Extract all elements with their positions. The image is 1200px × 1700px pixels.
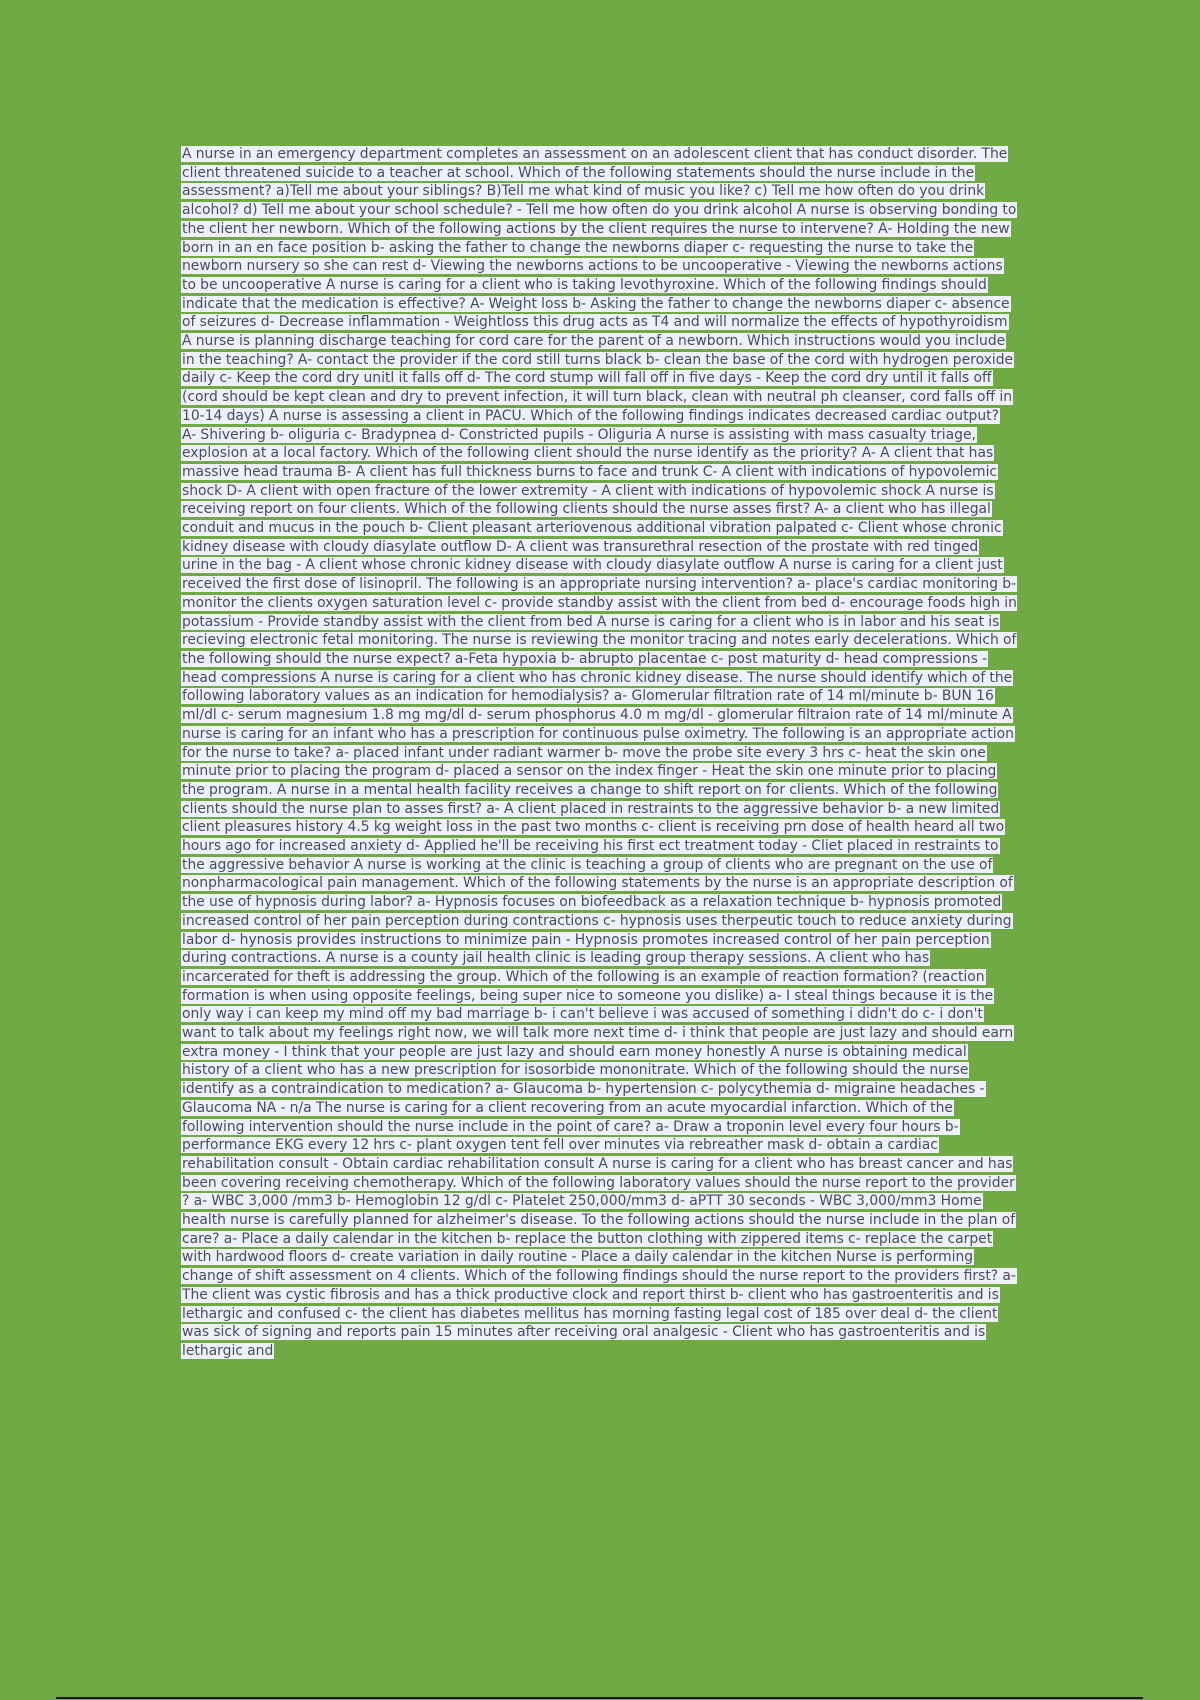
document-text-block: [181, 145, 1017, 1555]
page-bottom-rule: [56, 1697, 1143, 1699]
document-body-text: A nurse in an emergency department completes an assessment on an adolescent client that has conduct disorder. The client threatened suicide to a teacher at school. Which of the following statements should the nurse include in the assessment? a)Tell me about your siblings? B)Tell me what kind of music you like? c) Tell me how often do you drink alcohol? d) Tell me about your school schedule? - Tell me how often do you drink alcohol A nurse is observing bonding to the client her newborn. Which of the following actions by the client requires the nurse to intervene? A- Holding the new born in an en face position b- asking the father to change the newborns diaper c- requesting the nurse to take the newborn nursery so she can rest d- Viewing the newborns actions to be uncooperative - Viewing the newborns actions to be uncooperative A nurse is caring for a client who is taking levothyroxine. Which of the following findings should indicate that the medication is effective? A- Weight loss b- Asking the father to change the newborns diaper c- absence of seizures d- Decrease inflammation - Weightloss this drug acts as T4 and will normalize the effects of hypothyroidism A nurse is planning discharge teaching for cord care for the parent of a newborn. Which instructions would you include in the teaching? A- contact the provider if the cord still turns black b- clean the base of the cord with hydrogen peroxide daily c- Keep the cord dry unitl it falls off d- The cord stump will fall off in five days - Keep the cord dry until it falls off (cord should be kept clean and dry to prevent infection, it will turn black, clean with neutral ph cleanser, cord falls off in 10-14 days) A nurse is assessing a client in PACU. Which of the following findings indicates decreased cardiac output? A- Shivering b- oliguria c- Bradypnea d- Constricted pupils - Oliguria A nurse is assisting with mass casualty triage, explosion at a local factory. Which of the following client should the nurse identify as the priority? A- A client that has massive head trauma B- A client has full thickness burns to face and trunk C- A client with indications of hypovolemic shock D- A client with open fracture of the lower extremity - A client with indications of hypovolemic shock A nurse is receiving report on four clients. Which of the following clients should the nurse asses first? A- a client who has illegal conduit and mucus in the pouch b- Client pleasant arteriovenous additional vibration palpated c- Client whose chronic kidney disease with cloudy diasylate outflow D- A client was transurethral resection of the prostate with red tinged urine in the bag - A client whose chronic kidney disease with cloudy diasylate outflow A nurse is caring for a client just received the first dose of lisinopril. The following is an appropriate nursing intervention? a- place's cardiac monitoring b- monitor the clients oxygen saturation level c- provide standby assist with the client from bed d- encourage foods high in potassium - Provide standby assist with the client from bed A nurse is caring for a client who is in labor and his seat is recieving electronic fetal monitoring. The nurse is reviewing the monitor tracing and notes early decelerations. Which of the following should the nurse expect? a-Feta hypoxia b- abrupto placentae c- post maturity d- head compressions - head compressions A nurse is caring for a client who has chronic kidney disease. The nurse should identify which of the following laboratory values as an indication for hemodialysis? a- Glomerular filtration rate of 14 ml/minute b- BUN 16 ml/dl c- serum magnesium 1.8 mg mg/dl d- serum phosphorus 4.0 m mg/dl - glomerular filtraion rate of 14 ml/minute A nurse is caring for an infant who has a prescription for continuous pulse oximetry. The following is an appropriate action for the nurse to take? a- placed infant under radiant warmer b- move the probe site every 3 hrs c- heat the skin one minute prior to placing the program d- placed a sensor on the index finger - Heat the skin one minute prior to placing the program. A nurse in a mental health facility receives a change to shift report on for clients. Which of the following clients should the nurse plan to asses first? a- A client placed in restraints to the aggressive behavior b- a new limited client pleasures history 4.5 kg weight loss in the past two months c- client is receiving prn dose of health heard all two hours ago for increased anxiety d- Applied he'll be receiving his first ect treatment today - Cliet placed in restraints to the aggressive behavior A nurse is working at the clinic is teaching a group of clients who are pregnant on the use of nonpharmacological pain management. Which of the following statements by the nurse is an appropriate description of the use of hypnosis during labor? a- Hypnosis focuses on biofeedback as a relaxation technique b- hypnosis promoted increased control of her pain perception during contractions c- hypnosis uses therpeutic touch to reduce anxiety during labor d- hynosis provides instructions to minimize pain - Hypnosis promotes increased control of her pain perception during contractions. A nurse is a county jail health clinic is leading group therapy sessions. A client who has incarcerated for theft is addressing the group. Which of the following is an example of reaction formation? (reaction formation is when using opposite feelings, being super nice to someone you dislike) a- I steal things because it is the only way i can keep my mind off my bad marriage b- i can't believe i was accused of something i didn't do c- i don't want to talk about my feelings right now, we will talk more next time d- i think that people are just lazy and should earn extra money - I think that your people are just lazy and should earn money honestly A nurse is obtaining medical history of a client who has a new prescription for isosorbide mononitrate. Which of the following should the nurse identify as a contraindication to medication? a- Glaucoma b- hypertension c- polycythemia d- migraine headaches - Glaucoma NA - n/a The nurse is caring for a client recovering from an acute myocardial infarction. Which of the following intervention should the nurse include in the point of care? a- Draw a troponin level every four hours b- performance EKG every 12 hrs c- plant oxygen tent fell over minutes via rebreather mask d- obtain a cardiac rehabilitation consult - Obtain cardiac rehabilitation consult A nurse is caring for a client who has breast cancer and has been covering receiving chemotherapy. Which of the following laboratory values should the nurse report to the provider ? a- WBC 3,000 /mm3 b- Hemoglobin 12 g/dl c- Platelet 250,000/mm3 d- aPTT 30 seconds - WBC 3,000/mm3 Home health nurse is carefully planned for alzheimer's disease. To the following actions should the nurse include in the plan of care? a- Place a daily calendar in the kitchen b- replace the button clothing with zippered items c- replace the carpet with hardwood floors d- create variation in daily routine - Place a daily calendar in the kitchen Nurse is performing change of shift assessment on 4 clients. Which of the following findings should the nurse report to the providers first? a- The client was cystic fibrosis and has a thick productive clock and report thirst b- client who has gastroenteritis and is lethargic and confused c- the client has diabetes mellitus has morning fasting legal cost of 185 over deal d- the client was sick of signing and reports pain 15 minutes after receiving oral analgesic - Client who has gastroenteritis and is lethargic and: [182, 146, 1017, 1359]
